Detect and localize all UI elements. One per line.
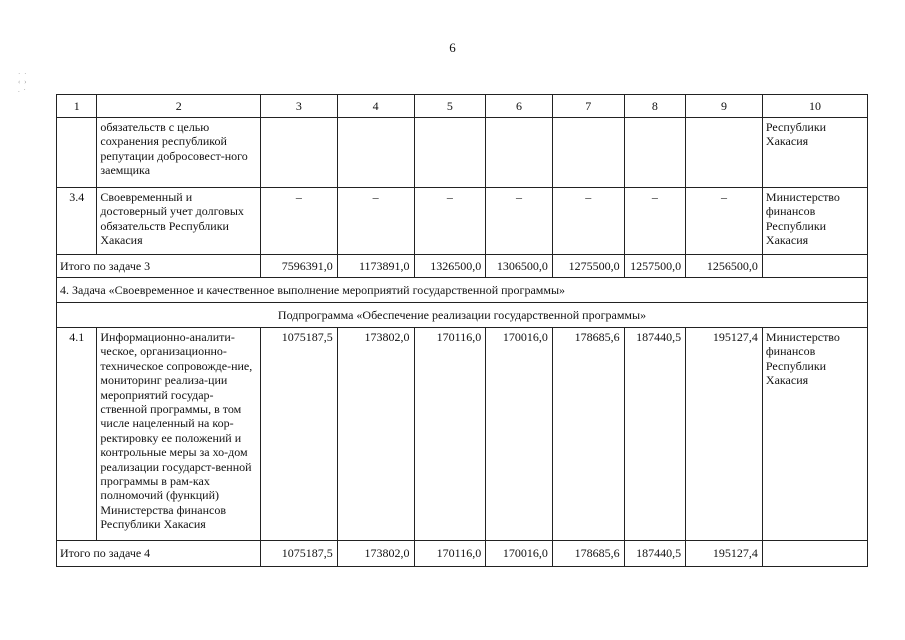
value-cell <box>552 118 624 188</box>
value-cell <box>261 118 338 188</box>
value-cell: 1075187,5 <box>261 328 338 541</box>
value-cell <box>414 118 486 188</box>
value-cell: 178685,6 <box>552 328 624 541</box>
value-cell: – <box>686 188 763 255</box>
executor-cell <box>762 541 867 567</box>
row-number <box>57 118 97 188</box>
value-cell: 187440,5 <box>624 541 686 567</box>
table-row <box>57 118 868 188</box>
header-cell: 10 <box>762 95 867 118</box>
value-cell: 170016,0 <box>486 328 553 541</box>
header-cell: 4 <box>337 95 414 118</box>
executor-cell: Министерство финансов Республики Хакасия <box>762 188 867 255</box>
value-cell: 1173891,0 <box>337 255 414 278</box>
value-cell: – <box>261 188 338 255</box>
header-cell: 6 <box>486 95 553 118</box>
row-description: Своевременный и достоверный учет долговых обязательств Республики Хакасия <box>97 188 261 255</box>
subprogram-row <box>57 303 868 328</box>
value-cell: 170016,0 <box>486 541 553 567</box>
value-cell: – <box>552 188 624 255</box>
row-number: 3.4 <box>57 188 97 255</box>
value-cell: 1275500,0 <box>552 255 624 278</box>
value-cell: – <box>414 188 486 255</box>
header-cell: 5 <box>414 95 486 118</box>
value-cell: – <box>486 188 553 255</box>
executor-cell <box>762 255 867 278</box>
table-row <box>57 328 868 541</box>
value-cell <box>486 118 553 188</box>
row-description: обязательств с целью сохранения республикой репутации добросовест-ного заемщика <box>97 118 261 188</box>
value-cell: 173802,0 <box>337 541 414 567</box>
value-cell: 170116,0 <box>414 328 486 541</box>
value-cell: 187440,5 <box>624 328 686 541</box>
value-cell: 1256500,0 <box>686 255 763 278</box>
total-row <box>57 541 868 567</box>
total-label: Итого по задаче 3 <box>57 255 261 278</box>
value-cell: – <box>624 188 686 255</box>
total-label: Итого по задаче 4 <box>57 541 261 567</box>
page-number: 6 <box>449 40 456 55</box>
value-cell: 1257500,0 <box>624 255 686 278</box>
header-cell: 3 <box>261 95 338 118</box>
total-row <box>57 255 868 278</box>
margin-scan-mark: · · ‹ › . · <box>18 70 28 94</box>
row-description: Информационно-аналити-ческое, организационно-техническое сопровожде-ние, мониторинг реализа-ции мероприятий государ-ственной программы, в том числе нацеленный на кор-ректировку ее положений и контрольные меры за хо-дом реализации государст-венной программы в рам-ках полномочий (функций) Министерства финансов Республики Хакасия <box>97 328 261 541</box>
header-cell: 8 <box>624 95 686 118</box>
executor-cell: Республики Хакасия <box>762 118 867 188</box>
value-cell: 1326500,0 <box>414 255 486 278</box>
value-cell <box>624 118 686 188</box>
header-row <box>57 95 868 118</box>
budget-table <box>56 94 868 567</box>
value-cell: 7596391,0 <box>261 255 338 278</box>
value-cell: 1075187,5 <box>261 541 338 567</box>
row-number: 4.1 <box>57 328 97 541</box>
header-cell: 7 <box>552 95 624 118</box>
value-cell: 195127,4 <box>686 541 763 567</box>
header-cell: 9 <box>686 95 763 118</box>
value-cell <box>337 118 414 188</box>
header-cell: 1 <box>57 95 97 118</box>
table-row <box>57 188 868 255</box>
value-cell: 195127,4 <box>686 328 763 541</box>
task-heading-row <box>57 278 868 303</box>
value-cell: 1306500,0 <box>486 255 553 278</box>
header-cell: 2 <box>97 95 261 118</box>
task-heading: 4. Задача «Своевременное и качественное выполнение мероприятий государственной программы» <box>57 278 868 303</box>
value-cell: 178685,6 <box>552 541 624 567</box>
value-cell: 173802,0 <box>337 328 414 541</box>
value-cell <box>686 118 763 188</box>
executor-cell: Министерство финансов Республики Хакасия <box>762 328 867 541</box>
subprogram-heading: Подпрограмма «Обеспечение реализации государственной программы» <box>57 303 868 328</box>
value-cell: – <box>337 188 414 255</box>
value-cell: 170116,0 <box>414 541 486 567</box>
